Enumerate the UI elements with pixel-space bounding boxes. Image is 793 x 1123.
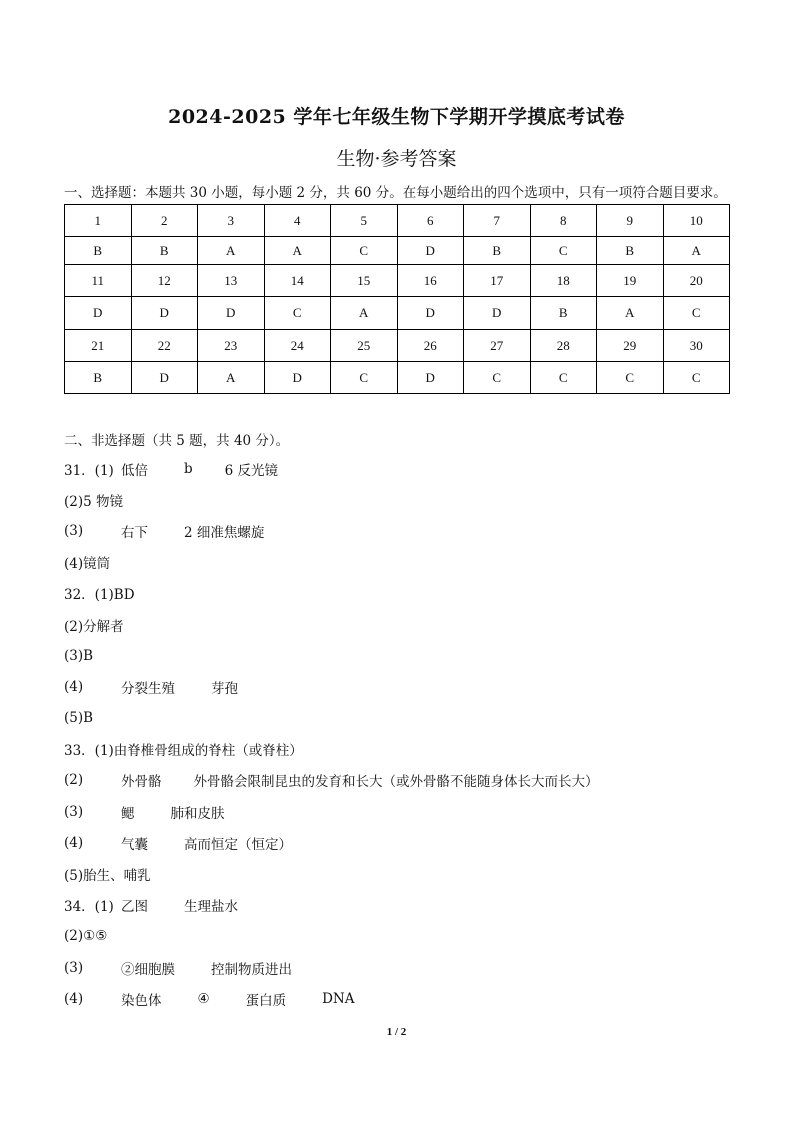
answer-item: 2 细准焦螺旋 [184,524,265,541]
line-label: (3) [64,522,84,539]
table-cell: 1 [65,205,132,237]
line-label: (2) [64,772,84,789]
answer-item: 外骨骼 [121,774,162,791]
answer-line-31-4 [64,547,744,578]
line-label: (4) [64,834,84,851]
table-cell: C [663,297,730,330]
table-cell: A [597,297,664,330]
answer-item: ②细胞膜 [121,961,175,978]
table-cell: C [331,237,398,265]
answer-line-34-1 [64,890,744,921]
answer-lines [64,453,744,1014]
table-cell: 12 [131,265,198,297]
page-number: 1 / 2 [386,1026,407,1038]
answer-line-32-2 [64,609,744,640]
table-cell: A [198,237,265,265]
line-label: 31．(1) [64,462,114,479]
table-cell: C [663,362,730,394]
table-cell: 18 [530,265,597,297]
line-label: (5)胎生、哺乳 [64,868,151,885]
answer-line-33-5 [64,858,744,889]
table-cell: D [397,362,464,394]
answer-item: 分裂生殖 [121,680,175,697]
table-row [65,265,730,297]
table-cell: 7 [464,205,531,237]
table-cell: 26 [397,330,464,362]
answer-line-33-2 [64,765,744,796]
answer-line-32-1 [64,578,744,609]
line-label: (3) [64,959,84,976]
table-row [65,205,730,237]
table-cell: D [464,297,531,330]
line-label: (3)B [64,647,94,664]
table-cell: A [331,297,398,330]
answer-line-34-3 [64,952,744,983]
table-cell: 10 [663,205,730,237]
answer-item: 高而恒定（恒定） [184,836,292,853]
table-cell: C [530,237,597,265]
answer-table [64,204,730,394]
answer-line-32-4 [64,671,744,702]
table-row [65,297,730,330]
answer-line-33-4 [64,827,744,858]
answer-item: 鳃 [121,805,135,822]
answer-line-32-5 [64,703,744,734]
table-cell: D [131,297,198,330]
answer-item: 蛋白质 [245,992,287,1009]
table-cell: 19 [597,265,664,297]
line-label: (2)5 物镜 [64,493,124,510]
answer-line-31-1 [64,453,744,484]
table-cell: 3 [198,205,265,237]
table-cell: C [597,362,664,394]
table-cell: D [397,297,464,330]
line-label: (4) [64,678,84,695]
table-cell: 24 [264,330,331,362]
line-label: (4) [64,990,84,1007]
table-cell: B [530,297,597,330]
line-label: (5)B [64,710,94,727]
line-label: (4)镜筒 [64,556,111,573]
answer-item: 芽孢 [211,680,238,697]
answer-item: 控制物质进出 [211,961,292,978]
answer-item: b [184,460,193,477]
line-label: (3) [64,803,84,820]
answer-line-31-3 [64,515,744,546]
table-cell: 16 [397,265,464,297]
table-cell: D [198,297,265,330]
table-cell: 15 [331,265,398,297]
answer-line-33-3 [64,796,744,827]
table-cell: 22 [131,330,198,362]
answer-item: DNA [322,990,355,1007]
table-cell: 23 [198,330,265,362]
table-cell: B [65,237,132,265]
table-cell: C [464,362,531,394]
answer-item: 肺和皮肤 [170,805,225,822]
table-cell: 27 [464,330,531,362]
answer-item: 乙图 [121,899,148,916]
answer-item: 染色体 [121,992,162,1009]
answer-item: ④ [197,990,210,1007]
table-cell: 5 [331,205,398,237]
table-cell: C [331,362,398,394]
line-label: 33．(1)由脊椎骨组成的脊柱（或脊柱） [64,743,303,760]
table-cell: D [131,362,198,394]
line-label: 32．(1)BD [64,587,135,604]
table-cell: 14 [264,265,331,297]
answer-line-31-2 [64,484,744,515]
answer-line-33-1 [64,734,744,765]
answer-item: 气囊 [121,836,148,853]
answer-item: 生理盐水 [184,899,238,916]
table-cell: 9 [597,205,664,237]
section1-heading: 一、选择题：本题共 30 小题，每小题 2 分，共 60 分。在每小题给出的四个选项中，只有一项符合题目要求。 [64,185,727,201]
page-subtitle: 生物·参考答案 [336,148,457,170]
table-cell: 4 [264,205,331,237]
table-cell: A [198,362,265,394]
table-cell: 28 [530,330,597,362]
table-cell: C [530,362,597,394]
table-cell: B [65,362,132,394]
page-title: 2024-2025 学年七年级生物下学期开学摸底考试卷 [168,106,625,128]
section2-heading: 二、非选择题（共 5 题，共 40 分）。 [64,433,290,449]
table-cell: 20 [663,265,730,297]
answer-line-34-4 [64,983,744,1014]
table-cell: 29 [597,330,664,362]
answer-item: 右下 [121,524,148,541]
table-cell: 17 [464,265,531,297]
table-cell: A [264,237,331,265]
answer-item: 6 反光镜 [224,462,279,479]
table-cell: B [597,237,664,265]
table-row [65,362,730,394]
table-cell: 21 [65,330,132,362]
table-cell: B [131,237,198,265]
table-cell: B [464,237,531,265]
table-cell: 6 [397,205,464,237]
table-cell: A [663,237,730,265]
table-cell: 11 [65,265,132,297]
table-cell: D [264,362,331,394]
table-row [65,330,730,362]
table-cell: D [397,237,464,265]
line-label: 34．(1) [64,899,114,916]
table-row [65,237,730,265]
answer-line-32-3 [64,640,744,671]
table-cell: 30 [663,330,730,362]
answer-line-34-2 [64,921,744,952]
table-cell: 13 [198,265,265,297]
table-cell: 2 [131,205,198,237]
table-cell: C [264,297,331,330]
table-cell: D [65,297,132,330]
answer-item: 外骨骼会限制昆虫的发育和长大（或外骨骼不能随身体长大而长大） [193,774,599,791]
line-label: (2)分解者 [64,618,124,635]
table-cell: 25 [331,330,398,362]
line-label: (2)①⑤ [64,928,108,945]
table-cell: 8 [530,205,597,237]
answer-item: 低倍 [121,462,148,479]
